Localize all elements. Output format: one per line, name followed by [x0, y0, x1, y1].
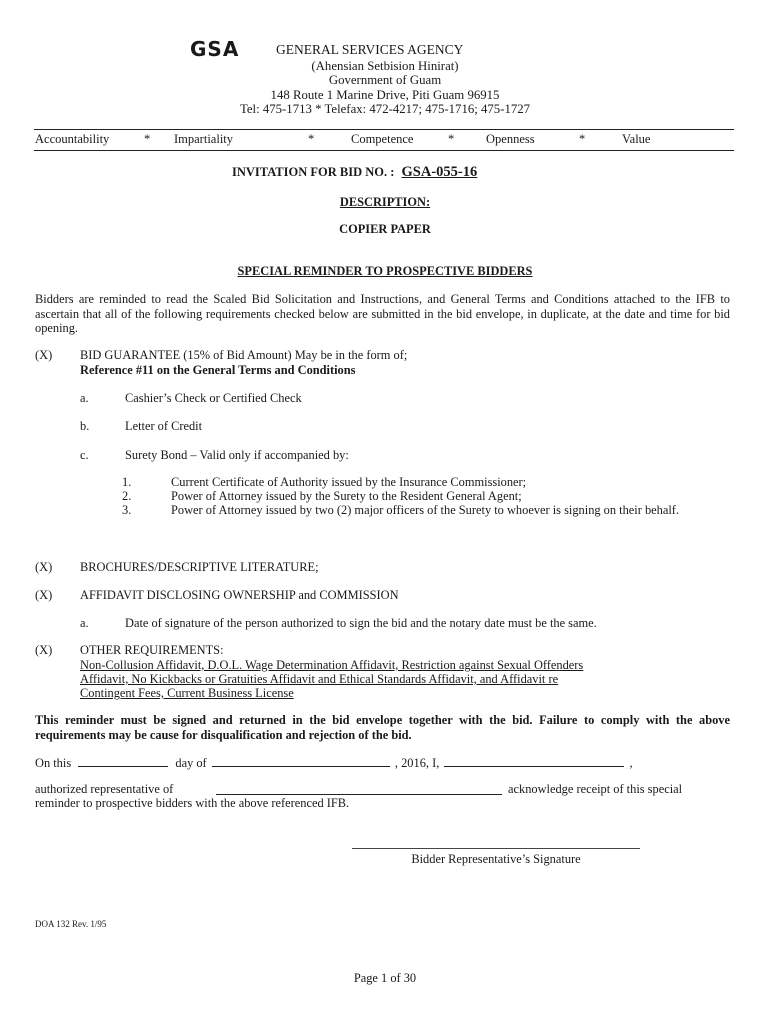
surety-text: Power of Attorney issued by two (2) major officers of the Surety to whoever is signing on their behalf. — [171, 503, 680, 517]
year-label: , 2016, I, — [394, 756, 440, 770]
other-line: Contingent Fees, Current Business License — [80, 686, 294, 700]
value-separator: * — [308, 132, 315, 146]
government-line: Government of Guam — [328, 73, 442, 87]
option-text: Cashier’s Check or Certified Check — [125, 391, 302, 405]
signature-label: Bidder Representative’s Signature — [411, 852, 581, 866]
check-mark: (X) — [35, 560, 53, 574]
authorized-label: authorized representative of — [35, 782, 174, 796]
reminder-title: SPECIAL REMINDER TO PROSPECTIVE BIDDERS — [237, 264, 533, 278]
surety-num: 3. — [122, 503, 132, 517]
phone-line: Tel: 475-1713 * Telefax: 472-4217; 475-1716; 475-1727 — [239, 102, 531, 116]
value-value: Value — [622, 132, 651, 146]
name-field[interactable] — [444, 755, 624, 767]
day-of-label: day of — [175, 756, 207, 770]
warning-paragraph: This reminder must be signed and returned in the bid envelope together with the bid. Failure to comply with the above requirements may be cause for disqualification and rejection of the bid. — [35, 713, 730, 742]
agency-name: GENERAL SERVICES AGENCY — [276, 42, 464, 57]
affidavit-text: Date of signature of the person authorized to sign the bid and the notary date must be the same. — [125, 616, 597, 630]
day-field[interactable] — [78, 755, 168, 767]
value-separator: * — [579, 132, 586, 146]
value-openness: Openness — [486, 132, 535, 146]
surety-text: Power of Attorney issued by the Surety to the Resident General Agent; — [171, 489, 522, 503]
value-accountability: Accountability — [35, 132, 110, 146]
surety-text: Current Certificate of Authority issued by the Insurance Commissioner; — [171, 475, 527, 489]
page-number: Page 1 of 30 — [353, 971, 417, 985]
brochures-item: BROCHURES/DESCRIPTIVE LITERATURE; — [80, 560, 319, 574]
option-text: Letter of Credit — [125, 419, 203, 433]
affidavit-letter: a. — [80, 616, 89, 630]
bid-label: INVITATION FOR BID NO. : — [232, 165, 395, 179]
surety-num: 1. — [122, 475, 132, 489]
bid-number: GSA-055-16 — [401, 164, 478, 180]
check-mark: (X) — [35, 588, 53, 602]
intro-paragraph: Bidders are reminded to read the Scaled Bid Solicitation and Instructions, and General Terms and Conditions attached to the IFB to ascertain that all of the following requirements checked below are submitted in the bid envelope, in duplicate, at the date and time for bid opening. — [35, 292, 730, 336]
acknowledge-label: acknowledge receipt of this special — [508, 782, 683, 796]
option-letter: c. — [80, 448, 89, 462]
description-value: COPIER PAPER — [339, 222, 431, 236]
surety-num: 2. — [122, 489, 132, 503]
value-separator: * — [144, 132, 151, 146]
acknowledgment-line-1 — [35, 755, 735, 771]
bid-guarantee-title: BID GUARANTEE (15% of Bid Amount) May be in the form of; — [80, 348, 408, 362]
check-mark: (X) — [35, 643, 53, 657]
address-line: 148 Route 1 Marine Drive, Piti Guam 96915 — [270, 88, 500, 102]
agency-subtitle: (Ahensian Setbision Hinirat) — [311, 59, 459, 73]
values-bar — [34, 129, 734, 151]
other-line: Non-Collusion Affidavit, D.O.L. Wage Determination Affidavit, Restriction against Sexual Offenders — [80, 658, 584, 672]
acknowledgment-line-2: reminder to prospective bidders with the above referenced IFB. — [35, 796, 350, 810]
value-impartiality: Impartiality — [174, 132, 234, 146]
gsa-logo: GSA — [190, 37, 240, 61]
value-competence: Competence — [351, 132, 414, 146]
form-code: DOA 132 Rev. 1/95 — [35, 919, 107, 929]
signature-line[interactable] — [352, 848, 640, 849]
option-letter: a. — [80, 391, 89, 405]
company-field[interactable] — [216, 783, 502, 795]
option-text: Surety Bond – Valid only if accompanied by: — [125, 448, 349, 462]
option-letter: b. — [80, 419, 90, 433]
comma-label: , — [629, 756, 633, 770]
affidavit-title: AFFIDAVIT DISCLOSING OWNERSHIP and COMMISSION — [80, 588, 399, 602]
other-line: Affidavit, No Kickbacks or Gratuities Affidavit and Ethical Standards Affidavit, and Affidavit re — [80, 672, 559, 686]
bid-heading — [232, 164, 477, 181]
month-field[interactable] — [212, 755, 390, 767]
on-this-label: On this — [35, 756, 72, 770]
bid-guarantee-reference: Reference #11 on the General Terms and Conditions — [80, 363, 356, 377]
value-separator: * — [448, 132, 455, 146]
description-label: DESCRIPTION: — [339, 195, 431, 209]
check-mark: (X) — [35, 348, 53, 362]
other-title: OTHER REQUIREMENTS: — [80, 643, 224, 657]
